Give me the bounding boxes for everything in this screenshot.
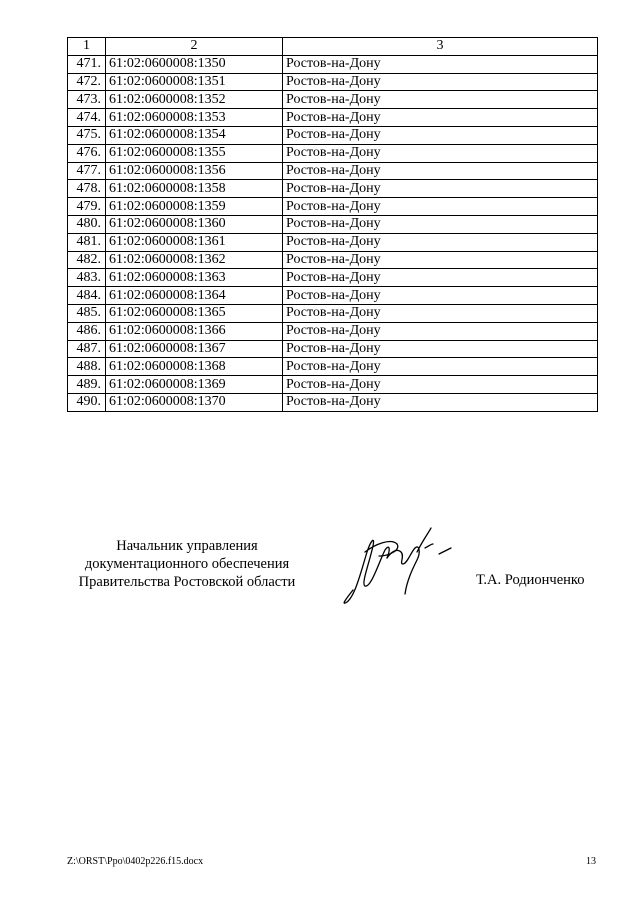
location-cell: Ростов-на-Дону [283,269,598,287]
row-number-cell: 479. [68,198,106,216]
cadastral-number-cell: 61:02:0600008:1370 [106,393,283,411]
table-row [68,322,598,340]
location-cell: Ростов-на-Дону [283,198,598,216]
location-cell: Ростов-на-Дону [283,109,598,127]
location-cell: Ростов-на-Дону [283,287,598,305]
footer-file-path: Z:\ORST\Ppo\0402p226.f15.docx [67,856,204,867]
cadastral-number-cell: 61:02:0600008:1358 [106,180,283,198]
location-cell: Ростов-на-Дону [283,358,598,376]
cadastral-number-cell: 61:02:0600008:1359 [106,198,283,216]
location-cell: Ростов-на-Дону [283,376,598,394]
column-header-2: 2 [106,38,283,56]
column-header-1: 1 [68,38,106,56]
cadastral-number-cell: 61:02:0600008:1351 [106,73,283,91]
row-number-cell: 481. [68,233,106,251]
table-row [68,73,598,91]
cadastral-number-cell: 61:02:0600008:1355 [106,144,283,162]
cadastral-number-cell: 61:02:0600008:1354 [106,126,283,144]
cadastral-number-cell: 61:02:0600008:1367 [106,340,283,358]
signer-name: Т.А. Родионченко [476,572,585,588]
location-cell: Ростов-на-Дону [283,180,598,198]
cadastral-number-cell: 61:02:0600008:1369 [106,376,283,394]
location-cell: Ростов-на-Дону [283,73,598,91]
cadastral-number-cell: 61:02:0600008:1353 [106,109,283,127]
cadastral-number-cell: 61:02:0600008:1360 [106,215,283,233]
cadastral-number-cell: 61:02:0600008:1356 [106,162,283,180]
row-number-cell: 475. [68,126,106,144]
table-row [68,393,598,411]
table-row [68,215,598,233]
signer-title-line-3: Правительства Ростовской области [78,574,296,590]
row-number-cell: 474. [68,109,106,127]
row-number-cell: 472. [68,73,106,91]
table-row [68,340,598,358]
row-number-cell: 480. [68,215,106,233]
location-cell: Ростов-на-Дону [283,233,598,251]
cadastral-number-cell: 61:02:0600008:1365 [106,304,283,322]
row-number-cell: 478. [68,180,106,198]
table-row [68,287,598,305]
row-number-cell: 483. [68,269,106,287]
signer-title-line-1: Начальник управления [116,538,258,554]
row-number-cell: 486. [68,322,106,340]
cadastral-number-cell: 61:02:0600008:1362 [106,251,283,269]
location-cell: Ростов-на-Дону [283,340,598,358]
table-row [68,233,598,251]
location-cell: Ростов-на-Дону [283,55,598,73]
location-cell: Ростов-на-Дону [283,126,598,144]
table-row [68,126,598,144]
row-number-cell: 487. [68,340,106,358]
table-row [68,198,598,216]
row-number-cell: 489. [68,376,106,394]
cadastral-number-cell: 61:02:0600008:1363 [106,269,283,287]
handwritten-signature [335,522,460,612]
table-row [68,55,598,73]
location-cell: Ростов-на-Дону [283,144,598,162]
row-number-cell: 482. [68,251,106,269]
table-body [68,55,598,411]
row-number-cell: 473. [68,91,106,109]
table-row [68,91,598,109]
table-row [68,109,598,127]
table-row [68,251,598,269]
signer-title [67,537,307,591]
location-cell: Ростов-на-Дону [283,162,598,180]
cadastral-number-cell: 61:02:0600008:1366 [106,322,283,340]
table-row [68,358,598,376]
cadastral-table [67,37,598,412]
table-row [68,376,598,394]
table-header-row [68,38,598,56]
footer-page-number: 13 [586,856,596,867]
row-number-cell: 477. [68,162,106,180]
cadastral-number-cell: 61:02:0600008:1350 [106,55,283,73]
cadastral-number-cell: 61:02:0600008:1364 [106,287,283,305]
column-header-3: 3 [283,38,598,56]
location-cell: Ростов-на-Дону [283,304,598,322]
row-number-cell: 471. [68,55,106,73]
location-cell: Ростов-на-Дону [283,322,598,340]
table-row [68,304,598,322]
table-row [68,162,598,180]
row-number-cell: 484. [68,287,106,305]
signer-title-line-2: документационного обеспечения [84,556,290,572]
location-cell: Ростов-на-Дону [283,251,598,269]
cadastral-number-cell: 61:02:0600008:1361 [106,233,283,251]
location-cell: Ростов-на-Дону [283,215,598,233]
row-number-cell: 490. [68,393,106,411]
table-row [68,144,598,162]
location-cell: Ростов-на-Дону [283,91,598,109]
cadastral-number-cell: 61:02:0600008:1352 [106,91,283,109]
table-row [68,269,598,287]
table-row [68,180,598,198]
row-number-cell: 476. [68,144,106,162]
row-number-cell: 488. [68,358,106,376]
cadastral-number-cell: 61:02:0600008:1368 [106,358,283,376]
row-number-cell: 485. [68,304,106,322]
location-cell: Ростов-на-Дону [283,393,598,411]
